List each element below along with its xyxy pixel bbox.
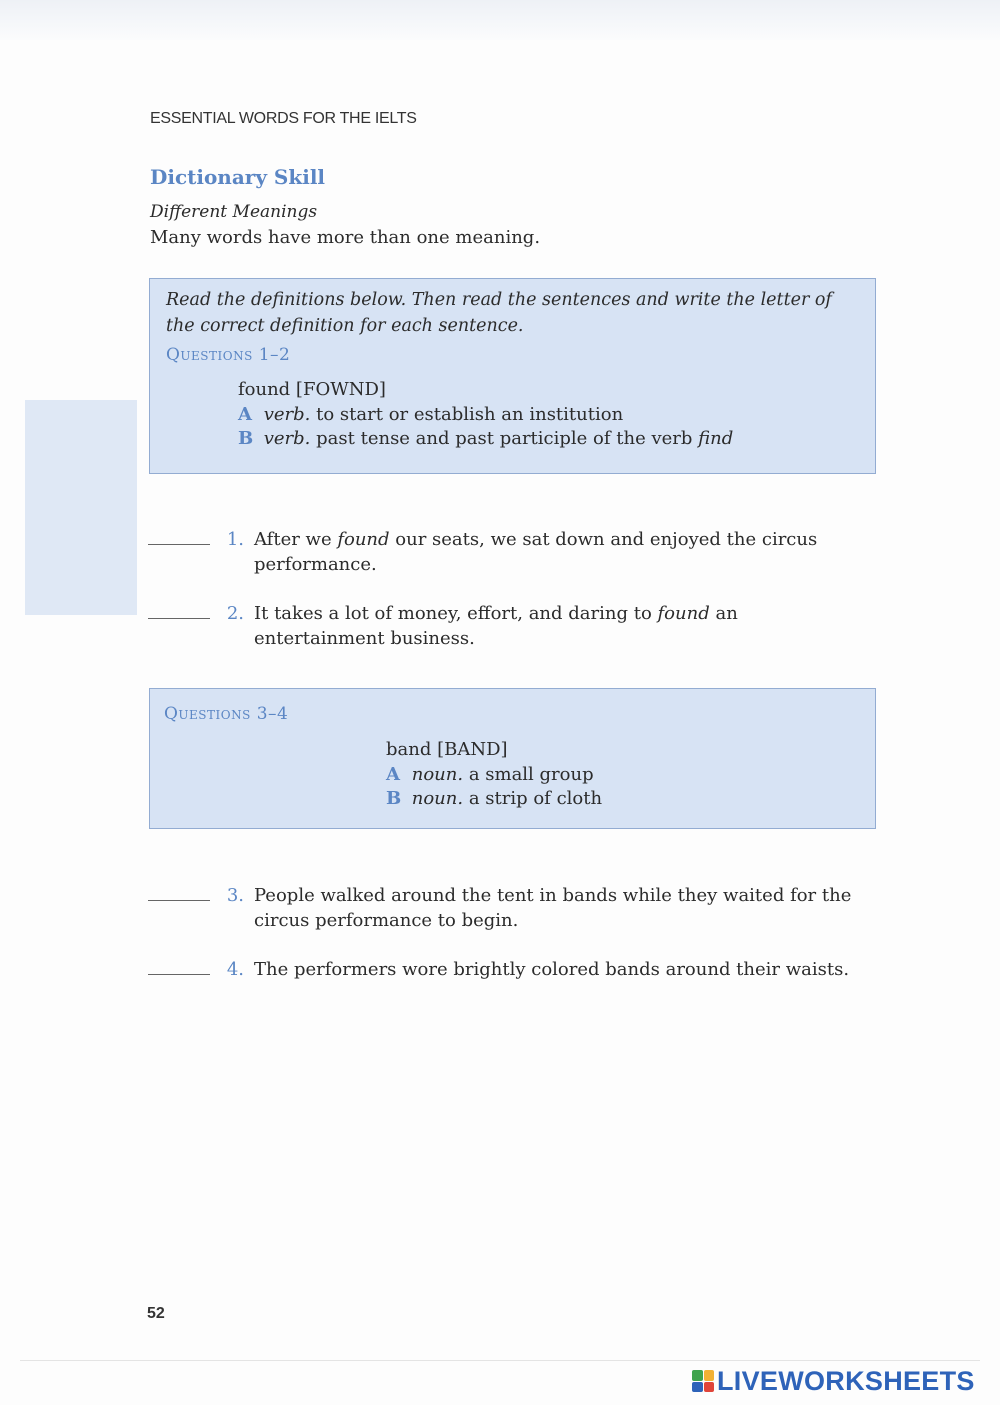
definition-text: a strip of cloth <box>468 788 603 809</box>
answer-blank-3[interactable] <box>148 900 210 901</box>
part-of-speech: noun. <box>411 788 464 809</box>
question-text-pre: It takes a lot of money, effort, and daring to <box>254 603 658 624</box>
question-text-post: our seats, we sat down and enjoyed the circus performance. <box>254 529 818 575</box>
questions-label: Questions 1–2 <box>166 345 291 365</box>
part-of-speech: noun. <box>411 763 464 785</box>
headword: found [FOWND] <box>238 379 386 400</box>
question-text <box>254 527 864 577</box>
question-text-pre: After we <box>254 529 338 550</box>
definition-letter: A <box>238 403 252 425</box>
definition-letter: A <box>386 763 400 785</box>
brand-name: LIVEWORKSHEETS <box>717 1365 975 1396</box>
question-text-post: an entertainment business. <box>254 603 738 649</box>
question-number: 4. <box>226 959 244 980</box>
definition-b <box>238 427 733 452</box>
section-subheading: Different Meanings <box>150 202 318 222</box>
answer-blank-4[interactable] <box>148 974 210 975</box>
question-italic-word: found <box>657 603 710 624</box>
section-title: Dictionary Skill <box>150 165 326 189</box>
part-of-speech: verb. <box>263 403 311 425</box>
question-italic-word: found <box>337 529 390 550</box>
definition-text: to start or establish an institution <box>316 403 624 425</box>
side-blue-strip <box>25 400 137 615</box>
section-intro: Many words have more than one meaning. <box>150 227 541 248</box>
definition-box-band <box>149 688 876 829</box>
definition-text: past tense and past participle of the verb <box>316 428 693 449</box>
definition-a <box>386 763 602 788</box>
divider <box>20 1360 980 1361</box>
question-number: 1. <box>226 529 244 550</box>
headword: band [BAND] <box>386 739 508 760</box>
definition-letter: B <box>238 428 254 449</box>
definition-text: a small group <box>468 763 594 785</box>
page-number: 52 <box>147 1305 165 1322</box>
liveworksheets-logo <box>692 1366 975 1396</box>
part-of-speech: verb. <box>263 428 311 449</box>
definition-italic-word: find <box>698 428 734 449</box>
question-number: 3. <box>226 885 244 906</box>
instructions: Read the definitions below. Then read the sentences and write the letter of the correct definition for each sentence. <box>166 290 832 336</box>
questions-label: Questions 3–4 <box>164 704 289 724</box>
question-number: 2. <box>226 603 244 624</box>
definition-letter: B <box>386 788 402 809</box>
definition-box-found <box>149 278 876 474</box>
page-top-shadow <box>0 0 1000 40</box>
headword-entry <box>386 738 602 812</box>
answer-blank-1[interactable] <box>148 544 210 545</box>
question-text: The performers wore brightly colored bands around their waists. <box>254 959 850 980</box>
headword-entry <box>238 378 733 452</box>
question-text: People walked around the tent in bands while they waited for the circus performance to begin. <box>254 885 852 931</box>
definition-a <box>238 403 733 428</box>
book-title-header: ESSENTIAL WORDS FOR THE IELTS <box>150 110 417 127</box>
definition-b <box>386 787 602 812</box>
question-text <box>254 601 864 651</box>
answer-blank-2[interactable] <box>148 618 210 619</box>
liveworksheets-logo-icon <box>692 1370 714 1392</box>
